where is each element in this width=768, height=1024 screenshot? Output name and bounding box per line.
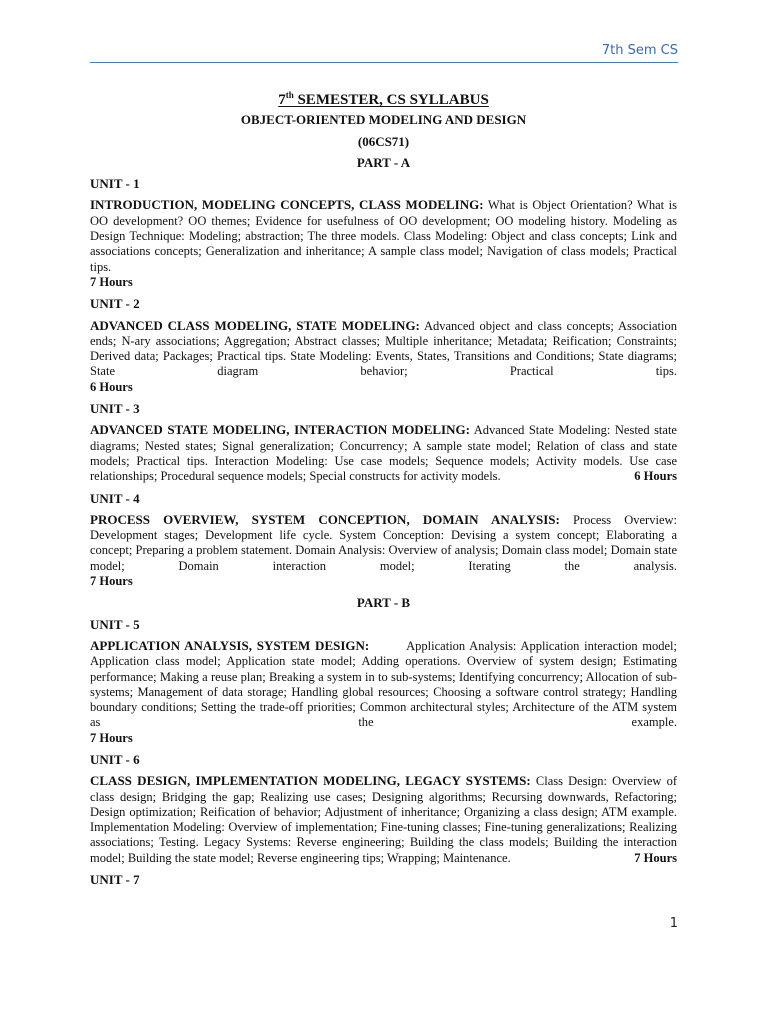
unit-block [90, 773, 677, 866]
unit-description [90, 422, 677, 484]
unit-body: What is Object Orientation? What is OO development? OO themes; Evidence for usefulness of OO development; OO modeling history. Modeling as Design Technique: Modeling; abstraction; The three models. Class Modeling: Object and class concepts; Link and associations concepts; Generalization and inheritance; A sample class model; Navigation of class models; Practical tips. [90, 198, 677, 274]
unit-body: Advanced object and class concepts; Association ends; N-ary associations; Aggregation; Abstract classes; Multiple inheritance; Metadata; Reification; Constraints; Derived data; Packages; Practical tips. State Modeling: Events, States, Transitions and Conditions; State diagrams; State diagram behavior; Practical tips. [90, 318, 678, 379]
unit-heading: INTRODUCTION, MODELING CONCEPTS, CLASS MODELING: [90, 197, 484, 213]
unit-heading: ADVANCED STATE MODELING, INTERACTION MODELING: [90, 422, 470, 438]
syllabus-content [90, 88, 681, 893]
unit-heading: CLASS DESIGN, IMPLEMENTATION MODELING, LEGACY SYSTEMS: [90, 773, 531, 789]
unit-hours: 7 Hours [90, 274, 133, 289]
unit-description [90, 512, 677, 574]
unit-block [90, 318, 677, 395]
title-number: 7 [278, 92, 286, 108]
unit-block [90, 197, 677, 290]
unit-label: UNIT - 7 [90, 872, 140, 888]
unit-description [90, 318, 677, 380]
unit-heading: ADVANCED CLASS MODELING, STATE MODELING: [90, 317, 420, 333]
unit-description [90, 773, 677, 866]
unit-description [90, 197, 677, 274]
page-number: 1 [669, 916, 678, 931]
unit-label: UNIT - 4 [90, 490, 140, 506]
course-title: OBJECT-ORIENTED MODELING AND DESIGN [240, 112, 527, 128]
unit-label: UNIT - 3 [90, 401, 140, 417]
unit-label: UNIT - 1 [90, 176, 140, 192]
unit-body: Class Design: Overview of class design; Bridging the gap; Realizing use cases; Designing algorithms; Recursing downwards, Refactoring; Design optimization; Reification of behavior; Adjustment of inheritance; Organizing a class design; ATM example. Implementation Modeling: Overview of implementation; Fine-tuning classes; Fine-tuning generalizations; Realizing associations; Testing. Legacy Systems: Reverse engineering; Building the class models; Building the interaction model; Building the state model; Reverse engineering tips; Wrapping; Maintenance. [90, 774, 678, 865]
title-superscript: th [285, 90, 294, 100]
course-code: (06CS71) [357, 133, 410, 149]
unit-label: UNIT - 5 [90, 616, 140, 632]
part-b-heading: PART - B [356, 595, 411, 611]
unit-block [90, 422, 677, 484]
unit-body: Process Overview: Development stages; Development life cycle. System Conception: Devising a system concept; Elaborating a concept; Preparing a problem statement. Domain Analysis: Overview of analysis; Domain class model; Domain state model; Domain interaction model; Iterating the analysis. [90, 512, 677, 573]
unit-hours: 6 Hours [90, 379, 133, 394]
unit-block [90, 512, 677, 589]
unit-label: UNIT - 2 [90, 296, 140, 312]
unit-hours: 6 Hours [634, 469, 677, 484]
header-course-label: 7th Sem CS [601, 43, 678, 58]
title-text: SEMESTER, CS SYLLABUS [293, 92, 489, 108]
unit-hours: 7 Hours [634, 850, 677, 865]
unit-description [90, 637, 681, 731]
page-header [90, 40, 678, 63]
part-a-heading: PART - A [356, 154, 411, 170]
unit-body: Application Analysis: Application interaction model; Application class model; Application state model; Adding operations. Overview of system design; Estimating performance; Making a reuse plan; Breaking a system in to sub-systems; Identifying concurrency; Allocation of sub-systems; Management of data storage; Handling global resources; Choosing a software control strategy; Handling boundary conditions; Setting the trade-off priorities; Common architectural styles; Architecture of the ATM system as the example. [90, 638, 681, 730]
unit-heading: PROCESS OVERVIEW, SYSTEM CONCEPTION, DOMAIN ANALYSIS: [90, 511, 560, 527]
unit-heading: APPLICATION ANALYSIS, SYSTEM DESIGN: [90, 637, 370, 653]
unit-label: UNIT - 6 [90, 751, 140, 767]
unit-hours: 7 Hours [90, 574, 133, 589]
unit-hours: 7 Hours [90, 730, 133, 745]
document-title [90, 88, 677, 108]
unit-body: Advanced State Modeling: Nested state diagrams; Nested states; Signal generalization; Concurrency; A sample state model; Relation of class and state models; Practical tips. Interaction Modeling: Use case models; Sequence models; Activity models. Use case relationships; Procedural sequence models; Special constructs for activity models. [90, 423, 677, 484]
unit-block [90, 637, 681, 746]
